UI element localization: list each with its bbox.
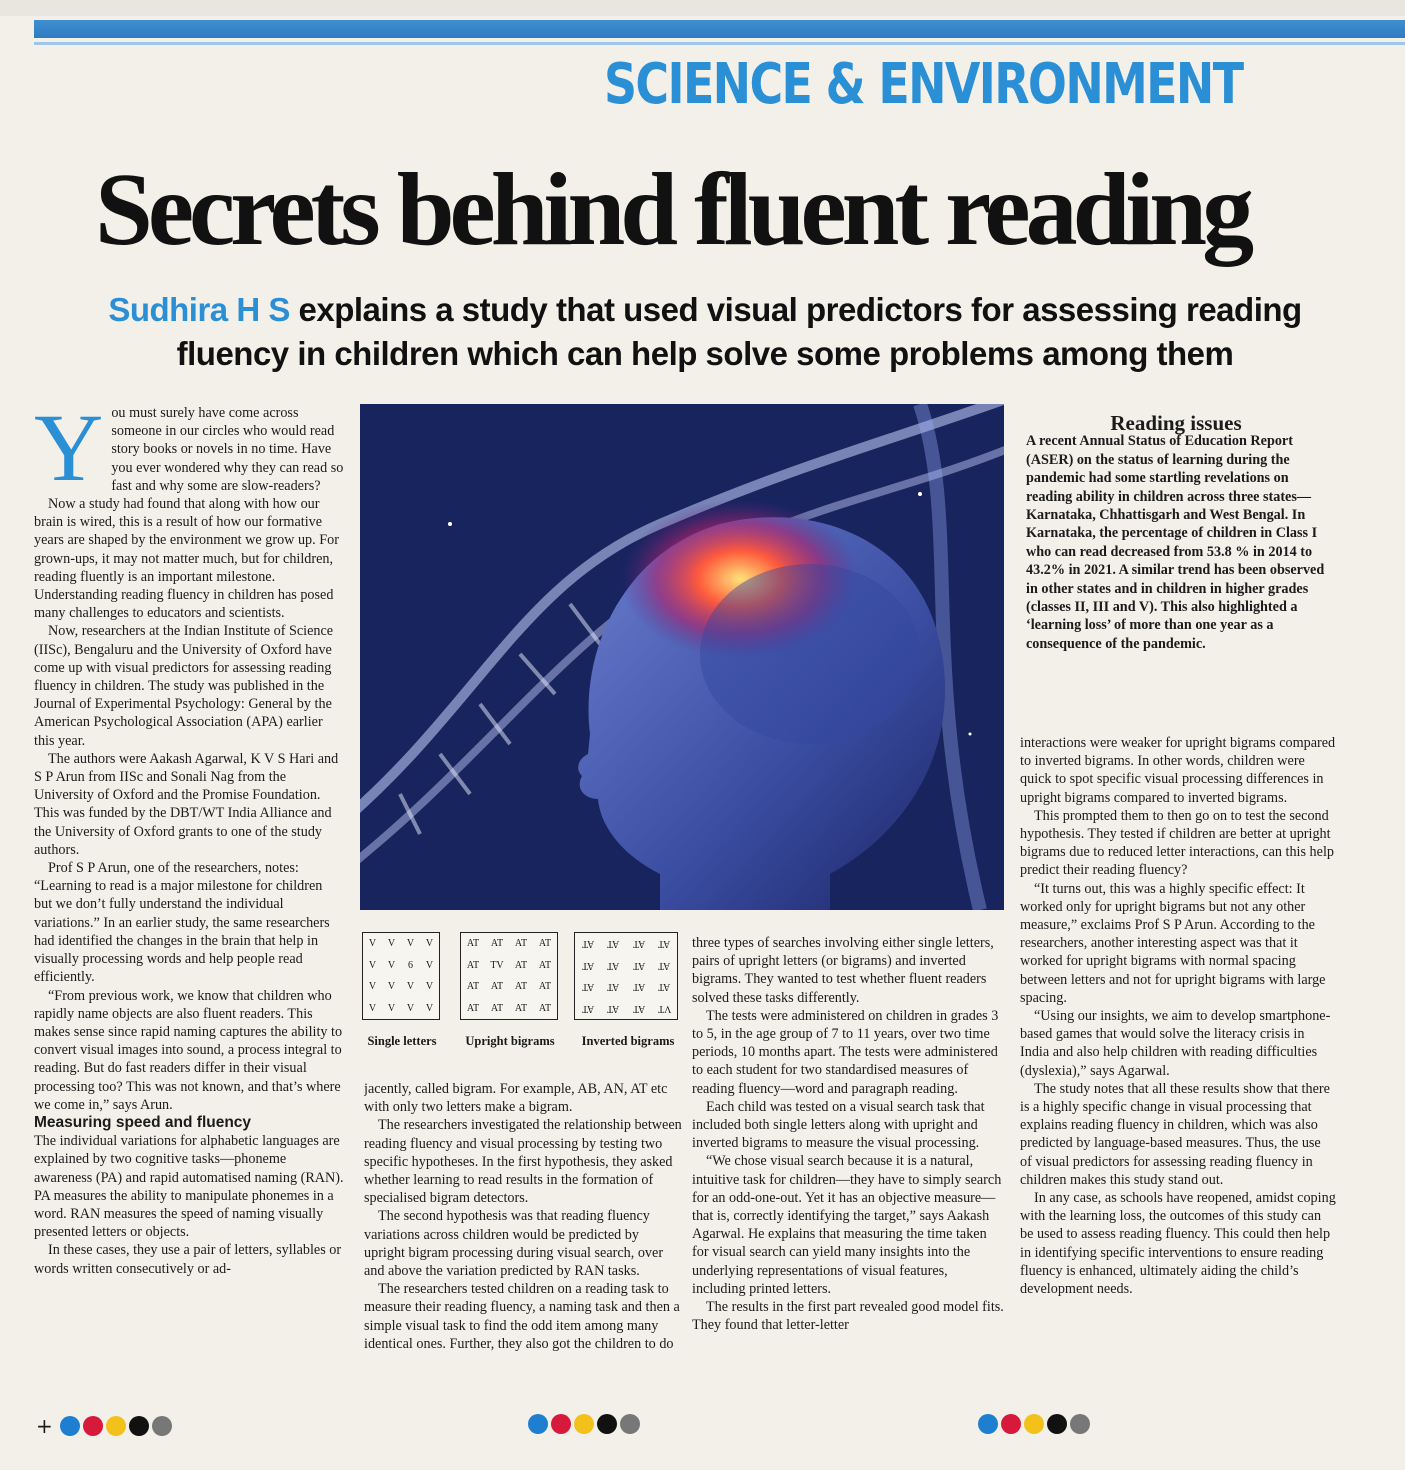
- grid-cell: AT: [466, 981, 480, 993]
- standfirst-line1: explains a study that used visual predictors for assessing reading: [289, 291, 1302, 328]
- subheading: Measuring speed and fluency: [34, 1113, 252, 1131]
- paragraph: interactions were weaker for upright bigrams compared to inverted bigrams. In other words, children were quick to spot specific visual processing differences in upright bigrams compared to inverted bigrams.: [1020, 735, 1336, 806]
- figure-label-single: Single letters: [367, 1034, 437, 1048]
- paragraph: The authors were Aakash Agarwal, K V S Hari and S P Arun from IISc and Sonali Nag from the University of Oxford and the Promise Foundation. This was funded by the DBT/WT India Alliance and the University of Oxford grants to one of the study authors.: [34, 750, 339, 858]
- grid-cell: AT: [490, 1002, 504, 1014]
- grid-cell: AT: [607, 981, 620, 993]
- grid-cell: AT: [581, 1002, 594, 1014]
- grid-cell: V: [387, 1002, 396, 1014]
- grid-cell: AT: [607, 959, 620, 971]
- crosshair-icon: +: [36, 1414, 53, 1438]
- grid-cell: V: [406, 981, 415, 993]
- figure-label-inverted: Inverted bigrams: [581, 1034, 675, 1048]
- grid-cell: AT: [658, 959, 671, 971]
- drop-cap: Y: [34, 404, 104, 501]
- paragraph: The second hypothesis was that reading fluency variations across children would be predicted by upright bigram processing during visual search, over and above the variation predicted by RAN tasks.: [364, 1208, 664, 1280]
- grid-cell: AT: [538, 981, 552, 993]
- grid-cell: AT: [514, 981, 528, 993]
- paragraph: Prof S P Arun, one of the researchers, notes: “Learning to read is a major milestone for children but we don’t fully understand the individual variations.” In an earlier study, the same researchers had identified the changes in the brain that help in visually processing words and help people read efficiently.: [34, 860, 330, 986]
- paragraph: Now a study had found that along with how our brain is wired, this is a result of how our formative years are shaped by the environment we grow up. For grown-ups, it may not matter much, but for children, reading fluently is an important milestone. Understanding reading fluency in children has posed many challenges to educators and scientists.: [34, 496, 339, 622]
- grid-cell: AT: [514, 959, 528, 971]
- grid-cell: AT: [466, 938, 480, 950]
- grid-cell: AT: [607, 1002, 620, 1014]
- grid-cell: AT: [466, 1002, 480, 1014]
- illustration-svg: [360, 404, 1004, 910]
- paragraph: “It turns out, this was a highly specific effect: It worked only for upright bigrams but not any other measure,” exclaims Prof S P Arun. According to the researchers, another interesting aspect was that it worked for upright bigrams with normal spacing between letters and not for upright bigrams with large spacing.: [1020, 880, 1326, 1006]
- grid-cell: AT: [632, 959, 645, 971]
- column-3: [692, 934, 1004, 1410]
- registration-dot: [1047, 1414, 1067, 1434]
- single-letters-grid: [362, 932, 440, 1020]
- registration-marks-center: [528, 1414, 640, 1434]
- grid-cell: AT: [538, 1002, 552, 1014]
- grid-cell: VT: [657, 1002, 671, 1014]
- grid-cell: V: [368, 959, 377, 971]
- paragraph: jacently, called bigram. For example, AB, AN, AT etc with only two letters make a bigram.: [364, 1081, 668, 1116]
- paragraph: “Using our insights, we aim to develop smartphone-based games that would solve the literacy crisis in India and also help children with reading difficulties (dyslexia),” says Agarwal.: [1020, 1008, 1331, 1079]
- grid-cell: V: [406, 1002, 415, 1014]
- column-4: [1020, 734, 1336, 1410]
- registration-dot: [551, 1414, 571, 1434]
- paragraph: The researchers tested children on a reading task to measure their reading fluency, a naming task and then a simple visual task to find the odd item among many identical ones. Further, they also got the children to do: [364, 1281, 680, 1352]
- grid-cell: AT: [632, 981, 645, 993]
- grid-cell: AT: [581, 959, 594, 971]
- grid-cell: 6: [408, 959, 413, 971]
- grid-cell: AT: [581, 981, 594, 993]
- headline: Secrets behind fluent reading: [95, 152, 1250, 267]
- registration-dot: [1001, 1414, 1021, 1434]
- brain-dna-illustration: [360, 404, 1004, 910]
- paragraph: The study notes that all these results show that there is a highly specific change in visual processing that explains reading fluency in children, which was also predicted by language-based measures. Thus, the use of visual predictors for assessing reading fluency in children makes this study stand out.: [1020, 1080, 1330, 1188]
- grid-cell: V: [387, 959, 396, 971]
- registration-marks-left: [36, 1414, 172, 1438]
- grid-cell: V: [425, 1002, 434, 1014]
- registration-dot: [129, 1416, 149, 1436]
- paragraph: The tests were administered on children in grades 3 to 5, in the age group of 7 to 11 years, over two time periods, 10 months apart. The tests were administered to each student for two standardised measures of reading fluency—word and paragraph reading.: [692, 1007, 999, 1097]
- grid-cell: TV: [490, 959, 504, 971]
- grid-cell: AT: [490, 938, 504, 950]
- grid-cell: AT: [658, 981, 671, 993]
- grid-cell: AT: [581, 938, 594, 950]
- grid-cell: AT: [538, 959, 552, 971]
- paragraph: Now, researchers at the Indian Institute of Science (IISc), Bengaluru and the University of Oxford have come up with visual predictors for assessing reading fluency in children. The study was published in the Journal of Experimental Psychology: General by the American Psychological Association (APA) earlier this year.: [34, 623, 334, 749]
- registration-dot: [978, 1414, 998, 1434]
- paragraph: “From previous work, we know that children who rapidly name objects are also fluent readers. This makes sense since rapid naming captures the ability to convert visual images into sound, a process integral to reading. But do fast readers differ in their visual processing too? This was not known, and that’s where we come in,” says Arun.: [34, 987, 343, 1113]
- grid-cell: AT: [658, 938, 671, 950]
- reading-issues-box: [1026, 411, 1326, 653]
- paragraph: The results in the first part revealed good model fits. They found that letter-letter: [692, 1299, 1004, 1334]
- paragraph: The individual variations for alphabetic languages are explained by two cognitive tasks—phoneme awareness (PA) and rapid automatised naming (RAN). PA measures the ability to manipulate phonemes in a word. RAN measures the speed of naming visually presented letters or objects.: [34, 1133, 344, 1241]
- standfirst: [40, 288, 1370, 376]
- section-title: SCIENCE & ENVIRONMENT: [604, 52, 1243, 117]
- paragraph: Each child was tested on a visual search task that included both single letters along with upright and inverted bigrams to measure the visual processing.: [692, 1098, 985, 1152]
- inverted-bigrams-grid: [574, 932, 678, 1020]
- section-color-bar: [34, 20, 1405, 38]
- column-1: [34, 404, 344, 1404]
- registration-dot: [620, 1414, 640, 1434]
- paragraph: In these cases, they use a pair of letters, syllables or words written consecutively or ad-: [34, 1242, 342, 1277]
- registration-dot: [574, 1414, 594, 1434]
- grid-cell: AT: [632, 938, 645, 950]
- registration-dot: [597, 1414, 617, 1434]
- grid-cell: V: [425, 959, 434, 971]
- grid-cell: V: [406, 938, 415, 950]
- box-heading: Reading issues: [1110, 411, 1242, 435]
- standfirst-line2: fluency in children which can help solve some problems among them: [176, 335, 1234, 372]
- registration-dot: [528, 1414, 548, 1434]
- grid-cell: AT: [490, 981, 504, 993]
- grid-cell: AT: [632, 1002, 645, 1014]
- upright-bigrams-grid: [460, 932, 558, 1020]
- grid-cell: AT: [514, 938, 528, 950]
- paragraph: “We chose visual search because it is a natural, intuitive task for children—they have to simply search for an odd-one-out. Yet it has an objective measure—that is, correctly identifying the target,” says Aakash Agarwal. He explains that measuring the time taken for visual search can yield many insights into the underlying representations of visual features, including printed letters.: [692, 1153, 1002, 1297]
- grid-cell: AT: [538, 938, 552, 950]
- column-2: [364, 1080, 682, 1410]
- grid-cell: V: [368, 1002, 377, 1014]
- author-name: Sudhira H S: [108, 291, 290, 328]
- box-text: A recent Annual Status of Education Report (ASER) on the status of learning during the pandemic had some startling revelations on reading ability in children across three states—Karnataka, Chhattisgarh and West Bengal. In Karnataka, the percentage of children in Class I who can read decreased from 53.8 % in 2014 to 43.2% in 2021. A similar trend has been observed in other states and in children in higher grades (classes II, III and V). This also highlighted a ‘learning loss’ of more than one year as a consequence of the pandemic.: [1026, 433, 1325, 652]
- registration-dot: [60, 1416, 80, 1436]
- grid-cell: V: [387, 981, 396, 993]
- paragraph: The researchers investigated the relationship between reading fluency and visual processing by testing two specific hypotheses. In the first hypothesis, they asked whether learning to read results in the formation of specialised bigram detectors.: [364, 1117, 682, 1207]
- registration-dot: [83, 1416, 103, 1436]
- registration-dot: [1024, 1414, 1044, 1434]
- grid-cell: V: [425, 938, 434, 950]
- page-edge: [0, 0, 1405, 16]
- registration-dot: [152, 1416, 172, 1436]
- grid-cell: V: [368, 981, 377, 993]
- registration-marks-right: [978, 1414, 1090, 1434]
- figure-label-upright: Upright bigrams: [465, 1034, 555, 1048]
- grid-cell: AT: [514, 1002, 528, 1014]
- registration-dot: [106, 1416, 126, 1436]
- paragraph: This prompted them to then go on to test the second hypothesis. They tested if children are better at upright bigrams due to reduced letter interactions, can this help predict their reading fluency?: [1020, 807, 1334, 879]
- paragraph: In any case, as schools have reopened, amidst coping with the learning loss, the outcomes of this study can be used to assess reading fluency. This could then help in identifying specific interventions to ensure reading fluency is enhanced, ultimately aiding the child’s development needs.: [1020, 1190, 1336, 1298]
- paragraph: three types of searches involving either single letters, pairs of upright letters (or bigrams) and inverted bigrams. They wanted to test whether fluent readers solved these tasks differently.: [692, 935, 994, 1006]
- grid-cell: V: [387, 938, 396, 950]
- paragraph: ou must surely have come across someone in our circles who would read story books or novels in no time. Have you ever wondered why they can read so fast and why some are slow-readers?: [111, 405, 344, 494]
- grid-cell: AT: [607, 938, 620, 950]
- registration-dot: [1070, 1414, 1090, 1434]
- grid-cell: AT: [466, 959, 480, 971]
- grid-cell: V: [368, 938, 377, 950]
- grid-cell: V: [425, 981, 434, 993]
- section-rule: [34, 42, 1405, 45]
